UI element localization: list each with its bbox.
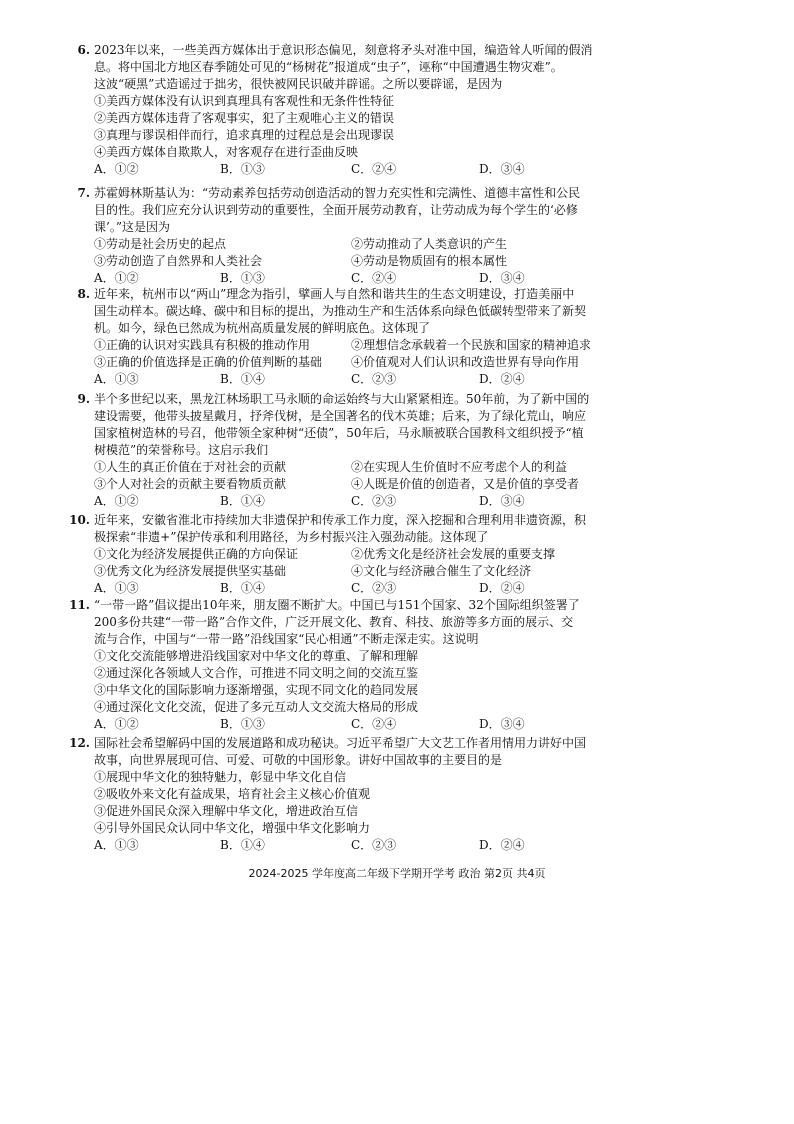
answer-option-c[interactable]: C．②④ (351, 162, 397, 176)
question-block (64, 185, 752, 287)
statement-item: ④人既是价值的创造者，又是价值的享受者 (351, 477, 580, 491)
question-stem-line (64, 320, 752, 337)
answer-option-c[interactable]: C．②③ (351, 494, 397, 508)
question-stem-line (64, 631, 752, 648)
statement-item: ④价值观对人们认识和改造世界有导向作用 (351, 355, 580, 369)
question-stem-text: 近年来，杭州市以“两山”理念为指引，擘画人与自然和谐共生的生态文明建设，打造美丽中 (94, 287, 575, 301)
question-stem-text: “一带一路”倡议提出10年来，朋友圈不断扩大。中国已与151个国家、32个国际组织签署了 (94, 598, 580, 612)
statement-item: ③促进外国民众深入理解中华文化，增进政治互信 (94, 804, 359, 818)
statement-row (64, 144, 752, 161)
question-stem-text: 国际社会希望解码中国的发展道路和成功秘诀。习近平希望广大文艺工作者用情用力讲好中国 (94, 736, 587, 750)
question-number: 12. (69, 736, 90, 750)
answer-option-b[interactable]: B．①③ (220, 717, 265, 731)
statement-row (64, 546, 752, 563)
statement-row (64, 786, 752, 803)
statement-item: ①人生的真正价值在于对社会的贡献 (94, 460, 287, 474)
answer-options (64, 371, 752, 388)
question-stem-text: 半个多世纪以来，黑龙江林场职工马永顺的命运始终与大山紧紧相连。50年前，为了新中国的 (94, 392, 590, 406)
question-stem-line (64, 529, 752, 546)
question-number: 7. (77, 186, 90, 200)
answer-options (64, 161, 752, 178)
answer-option-d[interactable]: D．②④ (479, 581, 525, 595)
statement-item: ④美西方媒体自欺欺人，对客观存在进行歪曲反映 (94, 145, 359, 159)
answer-options (64, 270, 752, 287)
answer-options (64, 837, 752, 854)
question-block (64, 391, 752, 510)
question-stem-line (64, 597, 752, 614)
statement-item: ①美西方媒体没有认识到真理具有客观性和无条件性特征 (94, 94, 395, 108)
statement-row (64, 665, 752, 682)
statement-row (64, 682, 752, 699)
statement-row (64, 648, 752, 665)
statement-row (64, 476, 752, 493)
statement-row (64, 820, 752, 837)
answer-option-c[interactable]: C．②③ (351, 372, 397, 386)
question-stem-text: 近年来，安徽省淮北市持续加大非遗保护和传承工作力度，深入挖掘和合理利用非遗资源，积 (94, 513, 587, 527)
question-stem-text: 机。如今，绿色已然成为杭州高质量发展的鲜明底色。这体现了 (94, 321, 431, 335)
statement-item: ④通过深化文化交流，促进了多元互动人文交流大格局的形成 (94, 700, 419, 714)
question-stem-line (64, 202, 752, 219)
answer-option-d[interactable]: D．②④ (479, 838, 525, 852)
answer-option-a[interactable]: A．①② (94, 717, 139, 731)
question-stem-text: 息。将中国北方地区春季随处可见的“杨树花”报道成“虫子”，诬称“中国遭遇生物灾难”。 (94, 60, 563, 74)
question-stem-line (64, 219, 752, 236)
statement-row (64, 337, 752, 354)
question-stem-line (64, 442, 752, 459)
statement-row (64, 93, 752, 110)
statement-row (64, 127, 752, 144)
statement-item: ①文化为经济发展提供正确的方向保证 (94, 547, 299, 561)
statement-row (64, 236, 752, 253)
answer-option-b[interactable]: B．①④ (220, 494, 265, 508)
statement-item: ②美西方媒体违背了客观事实，犯了主观唯心主义的错误 (94, 111, 395, 125)
statement-item: ③中华文化的国际影响力逐渐增强，实现不同文化的趋同发展 (94, 683, 419, 697)
question-stem-line (64, 59, 752, 76)
answer-option-d[interactable]: D．③④ (479, 162, 525, 176)
statement-row (64, 769, 752, 786)
statement-row (64, 110, 752, 127)
statement-row (64, 459, 752, 476)
statement-item: ③正确的价值选择是正确的价值判断的基础 (94, 355, 323, 369)
statement-item: ④劳动是物质固有的根本属性 (351, 254, 508, 268)
question-stem-line (64, 425, 752, 442)
question-stem-line (64, 752, 752, 769)
answer-option-a[interactable]: A．①③ (94, 372, 139, 386)
question-stem-line (64, 391, 752, 408)
statement-item: ③优秀文化为经济发展提供坚实基础 (94, 564, 287, 578)
statement-item: ①正确的认识对实践具有积极的推动作用 (94, 338, 311, 352)
statement-item: ③劳动创造了自然界和人类社会 (94, 254, 263, 268)
answer-option-d[interactable]: D．③④ (479, 271, 525, 285)
answer-option-a[interactable]: A．①② (94, 271, 139, 285)
question-stem-line (64, 42, 752, 59)
answer-option-a[interactable]: A．①③ (94, 581, 139, 595)
question-number: 6. (77, 43, 90, 57)
question-stem-text: 流与合作，中国与“一带一路”沿线国家“民心相通”不断走深走实。这说明 (94, 632, 479, 646)
statement-item: ④引导外国民众认同中华文化，增强中华文化影响力 (94, 821, 371, 835)
question-number: 8. (77, 287, 90, 301)
question-stem-line (64, 408, 752, 425)
question-block (64, 735, 752, 854)
question-stem-line (64, 614, 752, 631)
page-footer: 2024-2025 学年度高二年级下学期开学考 政治 第2页 共4页 (248, 867, 546, 880)
statement-item: ②优秀文化是经济社会发展的重要支撑 (351, 547, 556, 561)
answer-option-b[interactable]: B．①④ (220, 838, 265, 852)
statement-item: ②通过深化各领域人文合作，可推进不同文明之间的交流互鉴 (94, 666, 419, 680)
question-stem-line (64, 735, 752, 752)
question-stem-text: 故事，向世界展现可信、可爱、可敬的中国形象。讲好中国故事的主要目的是 (94, 753, 503, 767)
question-stem-text: 2023年以来，一些美西方媒体出于意识形态偏见，刻意将矛头对准中国，编造耸人听闻的假消 (94, 43, 593, 57)
answer-option-c[interactable]: C．②④ (351, 717, 397, 731)
question-stem-text: 目的性。我们应充分认识到劳动的重要性，全面开展劳动教育，让劳动成为每个学生的‘必修 (94, 203, 578, 217)
statement-row (64, 699, 752, 716)
statement-item: ②理想信念承载着一个民族和国家的精神追求 (351, 338, 592, 352)
question-stem-text: 国生动样本。碳达峰、碳中和目标的提出，为推动生产和生活体系向绿色低碳转型带来了新契 (94, 304, 587, 318)
question-number: 10. (69, 513, 90, 527)
answer-options (64, 716, 752, 733)
statement-item: ①劳动是社会历史的起点 (94, 237, 227, 251)
statement-item: ②劳动推动了人类意识的产生 (351, 237, 508, 251)
question-stem-line (64, 185, 752, 202)
statement-item: ②吸收外来文化有益成果，培育社会主义核心价值观 (94, 787, 371, 801)
question-stem-line (64, 512, 752, 529)
statement-row (64, 803, 752, 820)
answer-option-a[interactable]: A．①③ (94, 838, 139, 852)
statement-item: ④文化与经济融合催生了文化经济 (351, 564, 532, 578)
statement-item: ③真理与谬误相伴而行，追求真理的过程总是会出现谬误 (94, 128, 395, 142)
question-stem-text: 极探索“非遗+”保护传承和利用路径，为乡村振兴注入强劲动能。这体现了 (94, 530, 489, 544)
question-block (64, 42, 752, 178)
answer-option-a[interactable]: A．①② (94, 494, 139, 508)
question-stem-text: 建设需要，他带头披星戴月，抒斧伐树，是全国著名的伐木英雄；后来，为了绿化荒山，响应 (94, 409, 587, 423)
question-stem-text: 这波“硬黑”式造谣过于拙劣，很快被网民识破并辟谣。之所以要辟谣，是因为 (94, 77, 503, 91)
statement-item: ①展现中华文化的独特魅力，彰显中华文化自信 (94, 770, 347, 784)
question-block (64, 286, 752, 388)
answer-options (64, 493, 752, 510)
answer-option-c[interactable]: C．②③ (351, 581, 397, 595)
question-stem-line (64, 76, 752, 93)
answer-option-b[interactable]: B．①④ (220, 372, 265, 386)
answer-option-b[interactable]: B．①③ (220, 162, 265, 176)
question-stem-text: 树模范”的荣誉称号。这启示我们 (94, 443, 269, 457)
question-block (64, 597, 752, 733)
answer-option-a[interactable]: A．①② (94, 162, 139, 176)
answer-option-b[interactable]: B．①③ (220, 271, 265, 285)
statement-row (64, 253, 752, 270)
answer-options (64, 580, 752, 597)
question-stem-text: 苏霍姆林斯基认为：“劳动素养包括劳动创造活动的智力充实性和完满性、道德丰富性和公民 (94, 186, 581, 200)
statement-item: ②在实现人生价值时不应考虑个人的利益 (351, 460, 568, 474)
answer-option-c[interactable]: C．②③ (351, 838, 397, 852)
statement-item: ①文化交流能够增进沿线国家对中华文化的尊重、了解和理解 (94, 649, 419, 663)
answer-option-b[interactable]: B．①④ (220, 581, 265, 595)
question-stem-text: 国家植树造林的号召，他带领全家种树“还债”，50年后，马永顺被联合国教科文组织授予“植 (94, 426, 584, 440)
question-stem-line (64, 303, 752, 320)
answer-option-c[interactable]: C．②④ (351, 271, 397, 285)
statement-row (64, 563, 752, 580)
question-stem-text: 200多份共建“一带一路”合作文件，广泛开展文化、教育、科技、旅游等多方面的展示、交 (94, 615, 574, 629)
question-number: 9. (77, 392, 90, 406)
statement-row (64, 354, 752, 371)
answer-option-d[interactable]: D．③④ (479, 717, 525, 731)
question-block (64, 512, 752, 597)
answer-option-d[interactable]: D．②④ (479, 372, 525, 386)
question-number: 11. (69, 598, 90, 612)
question-stem-text: 课’。”这是因为 (94, 220, 170, 234)
answer-option-d[interactable]: D．③④ (479, 494, 525, 508)
statement-item: ③个人对社会的贡献主要看物质贡献 (94, 477, 287, 491)
question-stem-line (64, 286, 752, 303)
